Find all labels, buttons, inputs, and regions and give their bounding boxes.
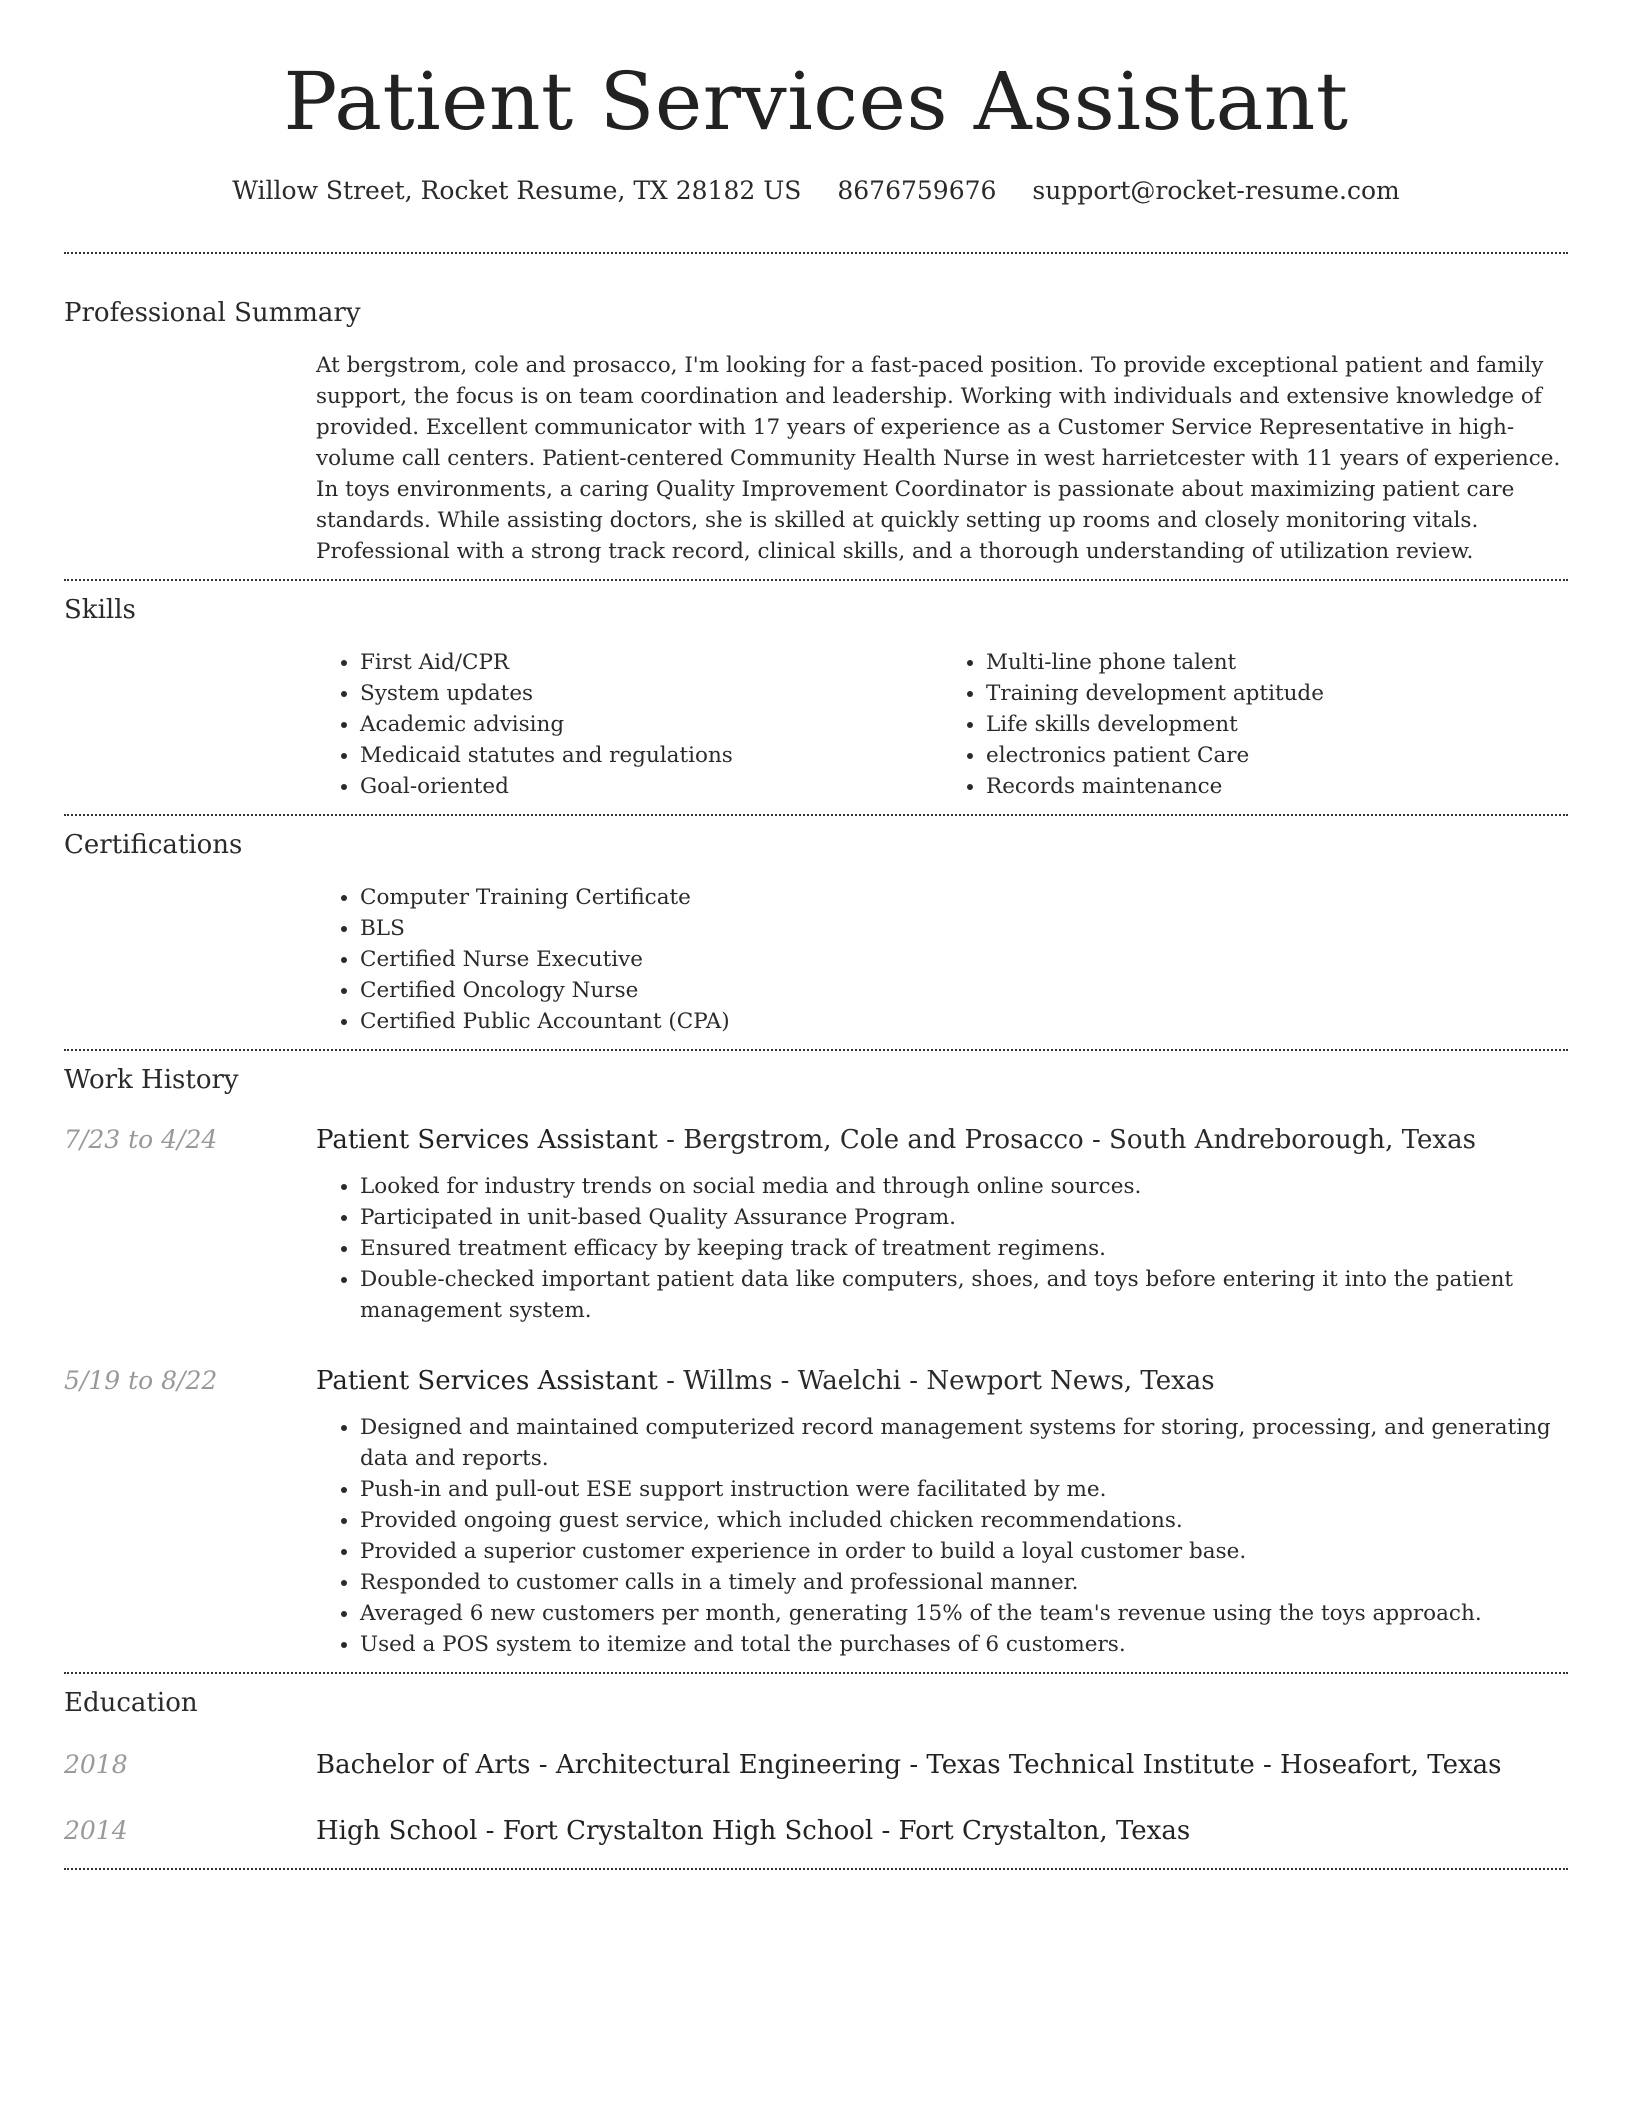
- job-bullet: • Used a POS system to itemize and total the purchases of 6 customers.: [360, 1629, 1568, 1660]
- education-year: 2018: [64, 1750, 128, 1779]
- skills-list-right: [942, 647, 1568, 802]
- skills-list-left: [316, 647, 942, 802]
- skill-item: • Multi-line phone talent: [986, 647, 1568, 678]
- certification-item: • Certified Nurse Executive: [360, 944, 1568, 975]
- skill-item: • Medicaid statutes and regulations: [360, 740, 942, 771]
- resume-name: Patient Services Assistant: [283, 55, 1349, 148]
- job-bullet: • Push-in and pull-out ESE support instruction were facilitated by me.: [360, 1474, 1568, 1505]
- work-history-section: [64, 1051, 1568, 1672]
- skill-item: • Training development aptitude: [986, 678, 1568, 709]
- job-bullet: • Provided a superior customer experience in order to build a loyal customer base.: [360, 1536, 1568, 1567]
- job-heading: [316, 1364, 1215, 1398]
- summary-text: At bergstrom, cole and prosacco, I'm looking for a fast-paced position. To provide exceptional patient and family support, the focus is on team coordination and leadership. Working with individuals and extensive knowledge of provided. Excellent communicator with 17 years of experience as a Customer Service Representative in high-volume call centers. Patient-centered Community Health Nurse in west harrietcester with 11 years of experience. In toys environments, a caring Quality Improvement Coordinator is passionate about maximizing patient care standards. While assisting doctors, she is skilled at quickly setting up rooms and closely monitoring vitals. Professional with a strong track record, clinical skills, and a thorough understanding of utilization review.: [316, 353, 1561, 564]
- summary-section: [64, 254, 1568, 567]
- job-entry: [64, 1123, 1568, 1326]
- job-bullet: • Designed and maintained computerized record management systems for storing, processing, and generating data and reports.: [360, 1412, 1568, 1474]
- education-entry: [64, 1814, 1568, 1848]
- skill-item: • Life skills development: [986, 709, 1568, 740]
- skill-item: • Records maintenance: [986, 771, 1568, 802]
- job-bullet: • Responded to customer calls in a timely and professional manner.: [360, 1567, 1568, 1598]
- certifications-title: Certifications: [64, 830, 243, 860]
- job-heading: [316, 1123, 1476, 1157]
- job-bullet: • Ensured treatment efficacy by keeping track of treatment regimens.: [360, 1233, 1568, 1264]
- skills-section: [64, 581, 1568, 802]
- job-employer: - Willms - Waelchi - Newport News, Texas: [657, 1366, 1215, 1396]
- certification-item: • BLS: [360, 913, 1568, 944]
- contact-address: Willow Street, Rocket Resume, TX 28182 US: [232, 176, 802, 205]
- contact-phone: 8676759676: [837, 176, 997, 205]
- job-role: Patient Services Assistant: [316, 1125, 658, 1155]
- job-role: Patient Services Assistant: [316, 1366, 658, 1396]
- job-bullet: • Double-checked important patient data like computers, shoes, and toys before entering it into the patient management system.: [360, 1264, 1568, 1326]
- job-dates: 7/23 to 4/24: [64, 1125, 218, 1154]
- skill-item: • System updates: [360, 678, 942, 709]
- job-bullet: • Looked for industry trends on social media and through online sources.: [360, 1171, 1568, 1202]
- job-entry: [64, 1364, 1568, 1660]
- summary-title: Professional Summary: [64, 298, 361, 328]
- certifications-list: [316, 882, 1568, 1037]
- certification-item: • Certified Public Accountant (CPA): [360, 1006, 1568, 1037]
- job-bullets: [316, 1412, 1568, 1660]
- skill-item: • electronics patient Care: [986, 740, 1568, 771]
- job-bullet: • Averaged 6 new customers per month, generating 15% of the team's revenue using the toys approach.: [360, 1598, 1568, 1629]
- education-text: Bachelor of Arts - Architectural Engineering - Texas Technical Institute - Hoseafort, Texas: [316, 1750, 1502, 1780]
- job-employer: - Bergstrom, Cole and Prosacco - South Andreborough, Texas: [657, 1125, 1476, 1155]
- contact-line: [64, 174, 1568, 208]
- job-bullets: [316, 1171, 1568, 1326]
- education-year: 2014: [64, 1816, 128, 1845]
- skill-item: • Goal-oriented: [360, 771, 942, 802]
- certification-item: • Certified Oncology Nurse: [360, 975, 1568, 1006]
- job-dates: 5/19 to 8/22: [64, 1366, 218, 1395]
- job-bullet: • Provided ongoing guest service, which included chicken recommendations.: [360, 1505, 1568, 1536]
- work-history-title: Work History: [64, 1065, 239, 1095]
- education-text: High School - Fort Crystalton High School - Fort Crystalton, Texas: [316, 1816, 1191, 1846]
- education-entry: [64, 1748, 1568, 1782]
- skill-item: • Academic advising: [360, 709, 942, 740]
- skills-title: Skills: [64, 595, 136, 625]
- job-bullet: • Participated in unit-based Quality Assurance Program.: [360, 1202, 1568, 1233]
- divider: [64, 1868, 1568, 1870]
- skill-item: • First Aid/CPR: [360, 647, 942, 678]
- certification-item: • Computer Training Certificate: [360, 882, 1568, 913]
- education-section: [64, 1674, 1568, 1868]
- education-title: Education: [64, 1688, 198, 1718]
- certifications-section: [64, 816, 1568, 1037]
- contact-email: support@rocket-resume.com: [1032, 176, 1400, 205]
- skills-grid: [316, 647, 1568, 802]
